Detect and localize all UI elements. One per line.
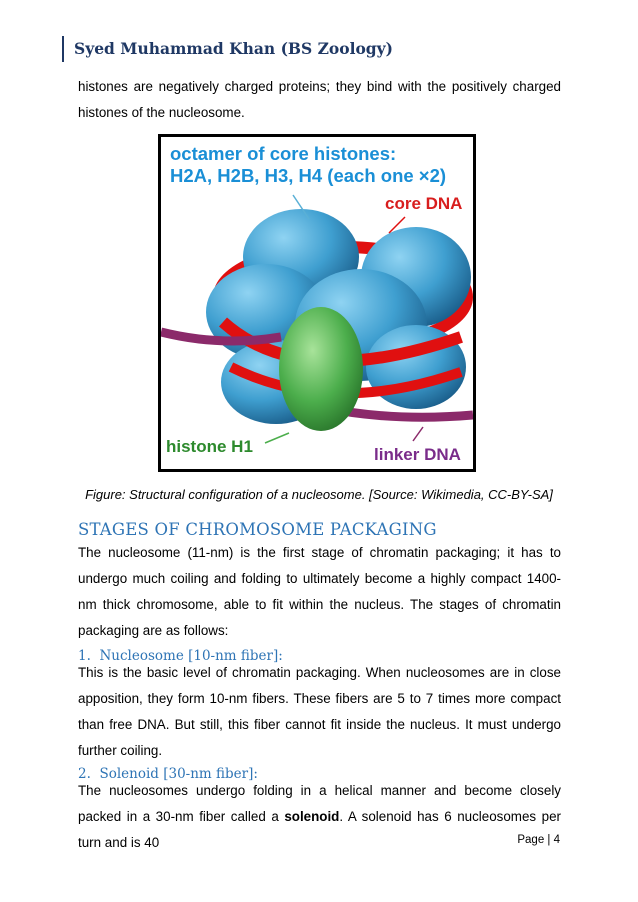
stage-2-heading: 2. Solenoid [30-nm fiber]:: [78, 766, 258, 782]
octamer-label-line1: octamer of core histones:: [170, 143, 397, 164]
linker-dna-label: linker DNA: [374, 445, 461, 464]
stage-1-paragraph: [78, 660, 561, 764]
linker-pointer: [413, 427, 423, 441]
figure-caption: Figure: Structural configuration of a nucleosome. [Source: Wikimedia, CC-BY-SA]: [85, 487, 553, 502]
octamer-label-line2: H2A, H2B, H3, H4 (each one ×2): [170, 165, 447, 186]
section-intro-text: The nucleosome (11-nm) is the first stage of chromatin packaging; it has to undergo much coiling and folding to ultimately become a highly compact 1400-nm thick chromosome, able to fit within the nucleus. The stages of chromatin packaging are as follows:: [78, 545, 561, 638]
stage-2-paragraph: [78, 778, 561, 856]
section-intro-paragraph: [78, 540, 561, 644]
stage-2-text-after: . A solenoid has 6 nucleosomes per turn and is 40: [78, 809, 561, 850]
page-header: [62, 36, 393, 62]
stage-2-text-before: The nucleosomes undergo folding in a helical manner and become closely packed in a 30-nm fiber called a: [78, 783, 561, 824]
nucleosome-figure: [158, 134, 476, 472]
page-number: Page | 4: [517, 834, 560, 846]
stage-1-heading: 1. Nucleosome [10-nm fiber]:: [78, 648, 283, 664]
intro-paragraph: [78, 74, 561, 126]
histone-h1: [279, 307, 363, 431]
core-dna-label: core DNA: [385, 194, 463, 213]
stage-1-text: This is the basic level of chromatin packaging. When nucleosomes are in close apposition, they form 10-nm fibers. These fibers are 5 to 7 times more compact than free DNA. But still, this fiber cannot fit inside the nucleus. It must undergo further coiling.: [78, 665, 561, 758]
h1-pointer: [265, 433, 289, 443]
stage-2-bold-term: solenoid: [284, 809, 340, 824]
section-title: STAGES OF CHROMOSOME PACKAGING: [78, 520, 437, 539]
histone-h1-label: histone H1: [166, 437, 253, 456]
header-title: Syed Muhammad Khan (BS Zoology): [74, 39, 393, 58]
intro-text: histones are negatively charged proteins; they bind with the positively charged histones of the nucleosome.: [78, 79, 561, 120]
